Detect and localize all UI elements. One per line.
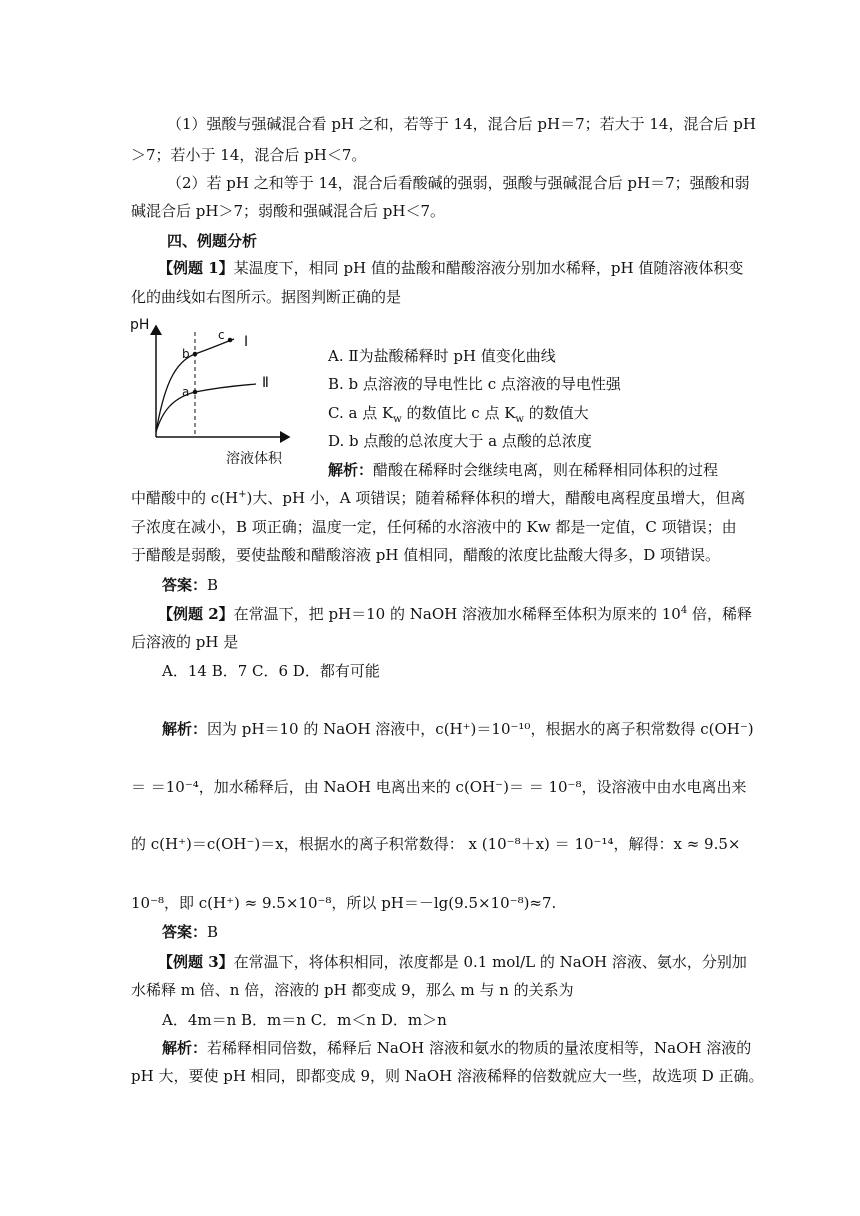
label-a: a — [182, 385, 190, 399]
ex1-analysis-text-2a: 中醋酸中的 c(H — [131, 489, 239, 507]
ph-dilution-graph — [126, 312, 298, 467]
ex1-analysis-line-1 — [328, 460, 718, 480]
ex1-option-c — [328, 403, 589, 423]
ex2-options: A．14 B．7 C．6 D．都有可能 — [162, 662, 380, 680]
ex2-label: 【例题 2】 — [158, 605, 234, 623]
ex2-question-line-1 — [158, 604, 752, 624]
ex2-analysis-line-4: 10⁻⁸，即 c(H⁺) ≈ 9.5×10⁻⁸，所以 pH＝－lg(9.5×10⁻⁸)≈7. — [131, 894, 557, 912]
curve-ii — [156, 384, 256, 432]
ex1-analysis-line-2 — [131, 488, 745, 508]
ex1-option-d: D. b 点酸的总浓度大于 a 点酸的总浓度 — [328, 432, 592, 450]
ex1-option-c-sub-2: w — [515, 414, 524, 425]
rule-1-line-1: （1）强酸与强碱混合看 pH 之和，若等于 14，混合后 pH＝7；若大于 14，混合后 pH — [167, 115, 756, 133]
ex1-answer-value: B — [207, 576, 219, 594]
ex1-answer — [162, 575, 218, 595]
ex1-analysis-label: 解析： — [328, 461, 374, 479]
label-b: b — [182, 347, 190, 361]
ex1-option-b: B. b 点溶液的导电性比 c 点溶液的导电性强 — [328, 375, 621, 393]
rule-1-line-2: ＞7；若小于 14，混合后 pH＜7。 — [131, 146, 367, 164]
ex1-analysis-sup: + — [238, 489, 247, 500]
ex3-analysis-line-2: pH 大，要使 pH 相同，即都变成 9，则 NaOH 溶液稀释的倍数就应大一些，故选项 D 正确。 — [131, 1067, 764, 1085]
curve-ii-label: Ⅱ — [262, 375, 269, 391]
ex3-analysis-label: 解析： — [162, 1039, 208, 1057]
ex1-answer-label: 答案： — [162, 576, 208, 594]
ex1-label: 【例题 1】 — [158, 259, 234, 277]
label-c: c — [218, 328, 225, 342]
ex2-answer-label: 答案： — [162, 923, 208, 941]
ex2-analysis-line-2: ＝ ＝10⁻⁴，加水稀释后，由 NaOH 电离出来的 c(OH⁻)＝ ＝ 10⁻⁸，设溶液中由水电离出来 — [131, 778, 747, 796]
rule-2-line-1: （2）若 pH 之和等于 14，混合后看酸碱的强弱，强酸与强碱混合后 pH＝7；强酸和弱 — [167, 174, 750, 192]
ex1-analysis-line-4: 于醋酸是弱酸，要使盐酸和醋酸溶液 pH 值相同，醋酸的浓度比盐酸大得多，D 项错误。 — [131, 546, 721, 564]
ex1-question-line-2: 化的曲线如右图所示。据图判断正确的是 — [131, 288, 402, 306]
ex1-question-text: 某温度下，相同 pH 值的盐酸和醋酸溶液分别加水稀释，pH 值随溶液体积变 — [233, 259, 744, 277]
point-b — [193, 352, 198, 357]
point-a — [193, 390, 198, 395]
ex1-option-c-text-2: 的数值比 c 点 K — [401, 404, 516, 422]
y-axis-label: pH — [130, 317, 150, 333]
ex1-analysis-line-3: 子浓度在减小，B 项正确；温度一定，任何稀的水溶液中的 Kw 都是一定值，C 项错误；由 — [131, 518, 737, 536]
ex2-question-line-2: 后溶液的 pH 是 — [131, 633, 239, 651]
ex1-option-a: A. Ⅱ为盐酸稀释时 pH 值变化曲线 — [328, 347, 556, 365]
ex1-option-c-sub-1: w — [393, 414, 402, 425]
ex2-question-sup: 4 — [680, 605, 688, 616]
ex2-analysis-label: 解析： — [162, 720, 208, 738]
ex2-question-text-1: 在常温下，把 pH＝10 的 NaOH 溶液加水稀释至体积为原来的 10 — [233, 605, 681, 623]
ex1-option-c-text-1: C. a 点 K — [328, 404, 394, 422]
ex1-analysis-text-2b: )大、pH 小，A 项错误；随着稀释体积的增大，醋酸电离程度虽增大，但离 — [246, 489, 746, 507]
rule-2-line-2: 碱混合后 pH＞7；弱酸和强碱混合后 pH＜7。 — [131, 202, 445, 220]
x-axis-label: 溶液体积 — [226, 451, 282, 467]
ex2-answer-value: B — [207, 923, 219, 941]
ex1-option-c-text-3: 的数值大 — [523, 404, 589, 422]
ex3-label: 【例题 3】 — [158, 953, 234, 971]
ex2-analysis-line-1 — [162, 719, 754, 739]
section-title: 四、例题分析 — [167, 232, 258, 250]
ex2-question-text-2: 倍，稀释 — [687, 605, 752, 623]
ex2-analysis-line-3: 的 c(H⁺)＝c(OH⁻)＝x，根据水的离子积常数得： x (10⁻⁸＋x) ＝ 10⁻¹⁴，解得：x ≈ 9.5× — [131, 835, 741, 853]
ex1-question-line-1 — [158, 258, 743, 278]
curve-i-label: Ⅰ — [244, 334, 249, 350]
point-c — [228, 338, 233, 343]
ex3-options: A．4m＝n B．m＝n C．m＜n D．m＞n — [162, 1011, 447, 1029]
ex3-analysis-line-1 — [162, 1038, 751, 1058]
ex3-question-line-1 — [158, 952, 747, 972]
ex1-analysis-text-1: 醋酸在稀释时会继续电离，则在稀释相同体积的过程 — [373, 461, 719, 479]
ex3-analysis-text-1: 若稀释相同倍数，稀释后 NaOH 溶液和氨水的物质的量浓度相等，NaOH 溶液的 — [207, 1039, 752, 1057]
ex3-question-line-2: 水稀释 m 倍、n 倍，溶液的 pH 都变成 9，那么 m 与 n 的关系为 — [131, 981, 574, 999]
ex2-analysis-text-1: 因为 pH＝10 的 NaOH 溶液中，c(H⁺)＝10⁻¹⁰，根据水的离子积常数得 c(OH⁻) — [207, 720, 754, 738]
ex3-question-text: 在常温下，将体积相同，浓度都是 0.1 mol/L 的 NaOH 溶液、氨水，分别加 — [233, 953, 747, 971]
ex2-answer — [162, 922, 218, 942]
